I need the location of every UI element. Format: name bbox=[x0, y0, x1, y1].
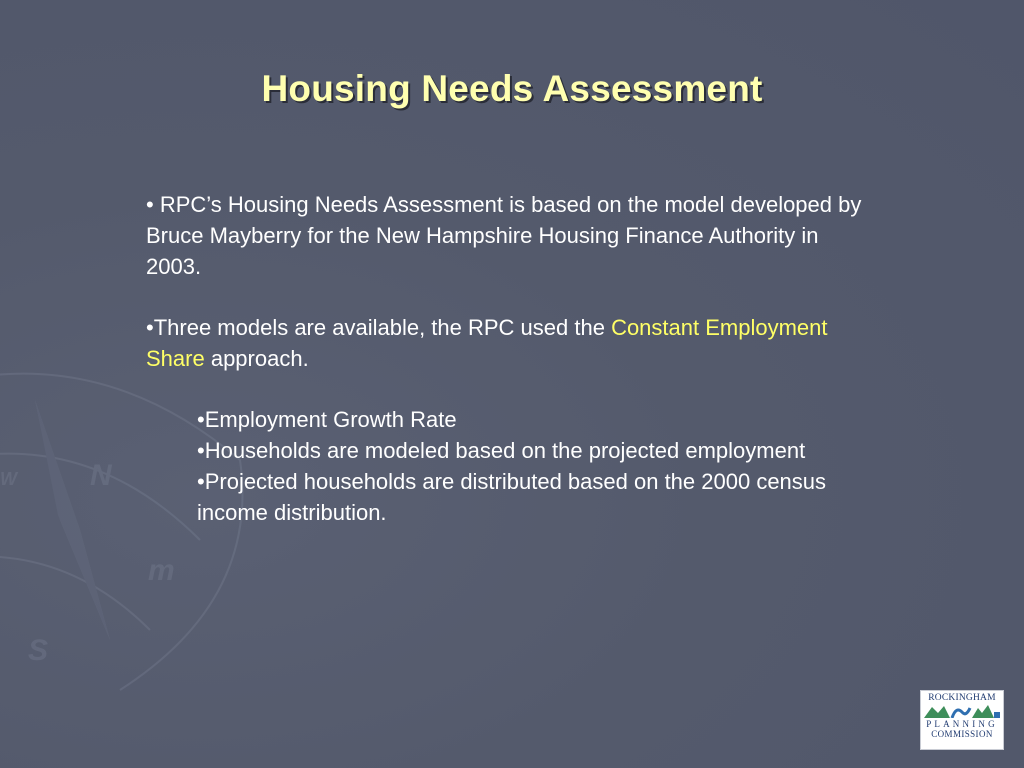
rockingham-planning-logo bbox=[920, 690, 1004, 750]
sub-bullet-list bbox=[197, 404, 857, 528]
sub-bullet-item: •Households are modeled based on the projected employment bbox=[197, 438, 806, 463]
logo-line-1: ROCKINGHAM bbox=[928, 693, 996, 703]
watermark-letter-n: N bbox=[90, 459, 112, 492]
landscape-logo-icon bbox=[924, 704, 1000, 718]
watermark-letter-w: W bbox=[0, 469, 17, 489]
logo-line-2: PLANNING bbox=[926, 719, 998, 729]
slide-body bbox=[146, 189, 876, 528]
bullet-paragraph-1: • RPC’s Housing Needs Assessment is based on the model developed by Bruce Mayberry for the New Hampshire Housing Finance Authority in 2003. bbox=[146, 192, 862, 279]
bullet-paragraph-2 bbox=[146, 312, 876, 374]
logo-line-3: COMMISSION bbox=[931, 729, 993, 739]
watermark-letter-m: m bbox=[148, 554, 175, 587]
slide-title: Housing Needs Assessment bbox=[261, 68, 763, 109]
sub-bullet-item: •Projected households are distributed based on the 2000 census income distribution. bbox=[197, 469, 827, 525]
watermark-letter-s: S bbox=[28, 634, 49, 667]
paragraph-2-tail: approach. bbox=[204, 346, 309, 371]
paragraph-2-lead: •Three models are available, the RPC used the bbox=[146, 315, 612, 340]
sub-bullet-item: •Employment Growth Rate bbox=[197, 407, 457, 432]
highlighted-term: Constant Employment Share bbox=[146, 315, 828, 371]
